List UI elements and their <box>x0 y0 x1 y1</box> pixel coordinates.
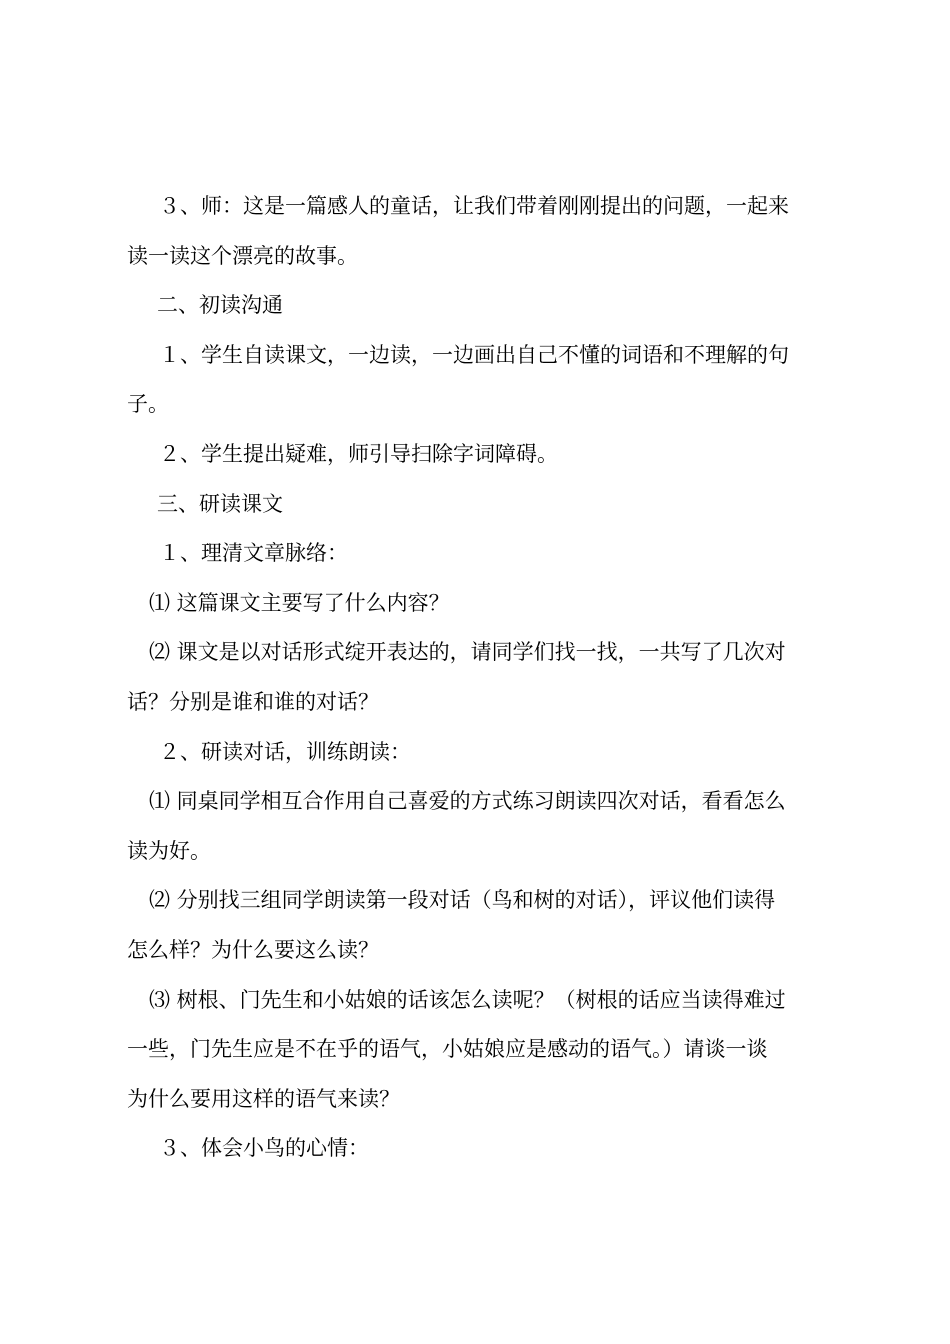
text-line: 读一读这个漂亮的故事。 <box>127 243 358 268</box>
text-line: 子。 <box>127 392 169 417</box>
text-line: ３、体会小鸟的心情： <box>159 1136 369 1161</box>
text-line: ⑵ 分别找三组同学朗读第一段对话（鸟和树的对话），评议他们读得 <box>149 888 776 913</box>
text-line: ３、师：这是一篇感人的童话，让我们带着刚刚提出的问题，一起来 <box>159 194 789 218</box>
text-line: ⑴ 这篇课文主要写了什么内容？ <box>149 590 450 615</box>
text-line: 读为好。 <box>127 838 211 863</box>
section-heading: 二、初读沟通 <box>157 293 283 318</box>
section-heading: 三、研读课文 <box>157 491 283 516</box>
text-line: 为什么要用这样的语气来读？ <box>127 1086 400 1111</box>
text-line: 话？分别是谁和谁的对话？ <box>127 689 379 714</box>
text-line: 怎么样？为什么要这么读？ <box>127 937 379 962</box>
text-line: ⑶ 树根、门先生和小姑娘的话该怎么读呢？（树根的话应当读得难过 <box>149 987 786 1012</box>
text-line: １、学生自读课文，一边读，一边画出自己不懂的词语和不理解的句 <box>159 342 789 367</box>
text-line: ２、学生提出疑难，师引导扫除字词障碍。 <box>159 441 558 466</box>
text-line: 一些，门先生应是不在乎的语气，小姑娘应是感动的语气。）请谈一谈 <box>127 1037 768 1062</box>
text-line: ⑴ 同桌同学相互合作用自己喜爱的方式练习朗读四次对话，看看怎么 <box>149 789 786 814</box>
text-line: ⑵ 课文是以对话形式绽开表达的，请同学们找一找，一共写了几次对 <box>149 640 786 665</box>
text-line: ２、研读对话，训练朗读： <box>159 739 411 764</box>
text-line: １、理清文章脉络： <box>159 541 348 566</box>
body-text <box>127 182 835 1174</box>
